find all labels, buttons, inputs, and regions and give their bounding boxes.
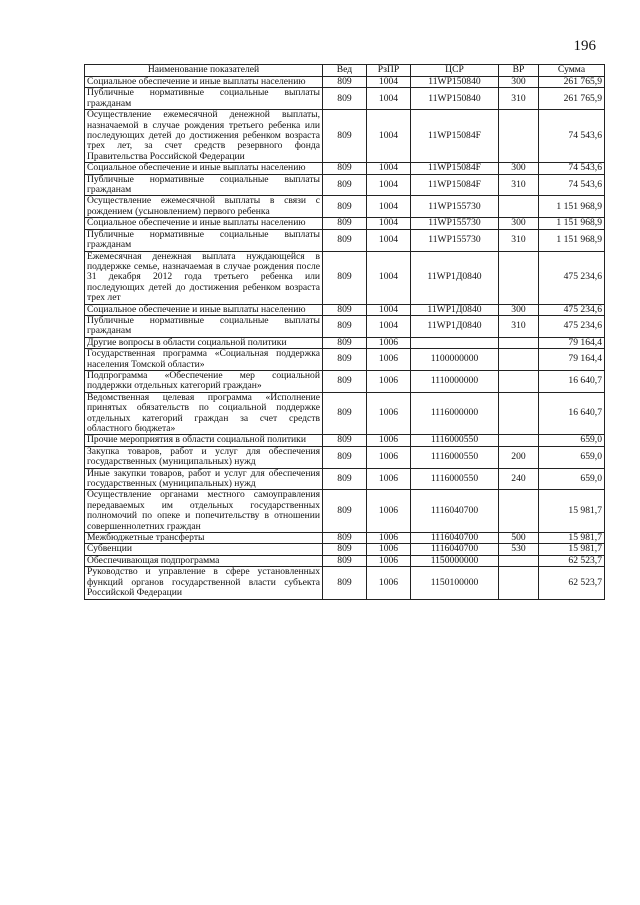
row-name-cell: Социальное обеспечение и иные выплаты населению — [85, 218, 323, 229]
column-header-sum: Сумма — [539, 65, 605, 77]
row-ved-cell: 809 — [323, 446, 367, 468]
row-csr-cell: 11WP15084F — [411, 174, 499, 196]
row-ved-cell: 809 — [323, 567, 367, 599]
row-csr-cell: 1150100000 — [411, 567, 499, 599]
table-row — [85, 88, 605, 110]
row-vr-cell — [499, 555, 539, 566]
table-row — [85, 555, 605, 566]
row-ved-cell: 809 — [323, 392, 367, 435]
row-name-cell: Государственная программа «Социальная поддержка населения Томской области» — [85, 349, 323, 371]
row-ved-cell: 809 — [323, 110, 367, 163]
row-ved-cell: 809 — [323, 490, 367, 533]
row-ved-cell: 809 — [323, 304, 367, 315]
row-csr-cell: 1116000550 — [411, 435, 499, 446]
row-vr-cell: 310 — [499, 88, 539, 110]
table-header-row — [85, 65, 605, 77]
row-name-cell: Ежемесячная денежная выплата нуждающейся в поддержке семье, назначаемая в случае рождения после 31 декабря 2012 года третьего ребенка или последующих детей до достижения ребенком возраста трех лет — [85, 251, 323, 304]
column-header-rzpr: РзПР — [367, 65, 411, 77]
column-header-ved: Вед — [323, 65, 367, 77]
row-rzpr-cell: 1006 — [367, 468, 411, 490]
row-ved-cell: 809 — [323, 349, 367, 371]
table-row — [85, 337, 605, 348]
row-sum-cell: 15 981,7 — [539, 533, 605, 544]
row-csr-cell: 1116000550 — [411, 446, 499, 468]
column-header-csr: ЦСР — [411, 65, 499, 77]
row-ved-cell: 809 — [323, 533, 367, 544]
table-row — [85, 251, 605, 304]
row-ved-cell: 809 — [323, 370, 367, 392]
row-csr-cell — [411, 337, 499, 348]
budget-table — [84, 64, 605, 600]
row-ved-cell: 809 — [323, 229, 367, 251]
row-ved-cell: 809 — [323, 315, 367, 337]
row-rzpr-cell: 1006 — [367, 490, 411, 533]
row-sum-cell: 74 543,6 — [539, 163, 605, 174]
row-vr-cell: 240 — [499, 468, 539, 490]
table-row — [85, 110, 605, 163]
row-name-cell: Осуществление ежемесячной выплаты в связи с рождением (усыновлением) первого ребенка — [85, 196, 323, 218]
row-csr-cell: 1110000000 — [411, 370, 499, 392]
row-rzpr-cell: 1006 — [367, 435, 411, 446]
row-vr-cell: 300 — [499, 163, 539, 174]
row-rzpr-cell: 1006 — [367, 544, 411, 555]
row-vr-cell — [499, 349, 539, 371]
column-header-name: Наименование показателей — [85, 65, 323, 77]
row-name-cell: Другие вопросы в области социальной политики — [85, 337, 323, 348]
row-sum-cell: 659,0 — [539, 446, 605, 468]
row-rzpr-cell: 1004 — [367, 88, 411, 110]
row-rzpr-cell: 1006 — [367, 567, 411, 599]
table-row — [85, 349, 605, 371]
row-ved-cell: 809 — [323, 544, 367, 555]
row-sum-cell: 1 151 968,9 — [539, 229, 605, 251]
row-csr-cell: 11WP1Д0840 — [411, 251, 499, 304]
row-vr-cell: 300 — [499, 218, 539, 229]
table-row — [85, 163, 605, 174]
row-name-cell: Осуществление органами местного самоуправления передаваемых им отдельных государственных полномочий по опеке и попечительству в отношении совершеннолетних граждан — [85, 490, 323, 533]
table-body — [85, 77, 605, 600]
column-header-vr: ВР — [499, 65, 539, 77]
row-ved-cell: 809 — [323, 88, 367, 110]
row-name-cell: Ведомственная целевая программа «Исполнение принятых обязательств по социальной поддержке отдельных категорий граждан за счет средств областного бюджета» — [85, 392, 323, 435]
table-row — [85, 315, 605, 337]
row-sum-cell: 659,0 — [539, 435, 605, 446]
row-vr-cell — [499, 110, 539, 163]
row-vr-cell: 530 — [499, 544, 539, 555]
row-name-cell: Иные закупки товаров, работ и услуг для обеспечения государственных (муниципальных) нужд — [85, 468, 323, 490]
row-name-cell: Подпрограмма «Обеспечение мер социальной поддержки отдельных категорий граждан» — [85, 370, 323, 392]
row-sum-cell: 659,0 — [539, 468, 605, 490]
row-rzpr-cell: 1004 — [367, 218, 411, 229]
row-sum-cell: 15 981,7 — [539, 490, 605, 533]
row-csr-cell: 1116040700 — [411, 544, 499, 555]
row-rzpr-cell: 1006 — [367, 337, 411, 348]
row-vr-cell: 310 — [499, 174, 539, 196]
row-vr-cell: 300 — [499, 77, 539, 88]
row-vr-cell: 300 — [499, 304, 539, 315]
row-csr-cell: 11WP155730 — [411, 218, 499, 229]
row-name-cell: Прочие мероприятия в области социальной политики — [85, 435, 323, 446]
table-row — [85, 174, 605, 196]
row-rzpr-cell: 1006 — [367, 392, 411, 435]
row-name-cell: Публичные нормативные социальные выплаты гражданам — [85, 88, 323, 110]
row-ved-cell: 809 — [323, 218, 367, 229]
row-name-cell: Социальное обеспечение и иные выплаты населению — [85, 304, 323, 315]
row-rzpr-cell: 1004 — [367, 110, 411, 163]
row-vr-cell — [499, 251, 539, 304]
table-row — [85, 544, 605, 555]
table-row — [85, 435, 605, 446]
row-ved-cell: 809 — [323, 337, 367, 348]
table-row — [85, 446, 605, 468]
row-rzpr-cell: 1006 — [367, 370, 411, 392]
row-name-cell: Социальное обеспечение и иные выплаты населению — [85, 163, 323, 174]
row-ved-cell: 809 — [323, 468, 367, 490]
row-vr-cell: 200 — [499, 446, 539, 468]
row-sum-cell: 74 543,6 — [539, 110, 605, 163]
row-vr-cell — [499, 490, 539, 533]
row-ved-cell: 809 — [323, 555, 367, 566]
row-rzpr-cell: 1006 — [367, 555, 411, 566]
row-csr-cell: 1116000000 — [411, 392, 499, 435]
row-csr-cell: 11WP15084F — [411, 163, 499, 174]
row-name-cell: Руководство и управление в сфере установленных функций органов государственной власти субъекта Российской Федерации — [85, 567, 323, 599]
row-name-cell: Социальное обеспечение и иные выплаты населению — [85, 77, 323, 88]
row-ved-cell: 809 — [323, 435, 367, 446]
row-rzpr-cell: 1004 — [367, 174, 411, 196]
row-csr-cell: 11WP155730 — [411, 196, 499, 218]
row-vr-cell — [499, 435, 539, 446]
row-name-cell: Публичные нормативные социальные выплаты гражданам — [85, 315, 323, 337]
row-vr-cell — [499, 196, 539, 218]
row-vr-cell — [499, 567, 539, 599]
row-sum-cell: 261 765,9 — [539, 88, 605, 110]
table-row — [85, 468, 605, 490]
row-sum-cell: 79 164,4 — [539, 337, 605, 348]
row-vr-cell — [499, 337, 539, 348]
row-sum-cell: 475 234,6 — [539, 304, 605, 315]
row-sum-cell: 261 765,9 — [539, 77, 605, 88]
row-name-cell: Межбюджетные трансферты — [85, 533, 323, 544]
row-sum-cell: 16 640,7 — [539, 392, 605, 435]
table-row — [85, 490, 605, 533]
row-sum-cell: 62 523,7 — [539, 555, 605, 566]
row-rzpr-cell: 1004 — [367, 315, 411, 337]
row-csr-cell: 11WP1Д0840 — [411, 315, 499, 337]
row-ved-cell: 809 — [323, 251, 367, 304]
row-ved-cell: 809 — [323, 77, 367, 88]
row-csr-cell: 11WP15084F — [411, 110, 499, 163]
row-csr-cell: 11WP150840 — [411, 77, 499, 88]
row-csr-cell: 11WP150840 — [411, 88, 499, 110]
row-csr-cell: 1100000000 — [411, 349, 499, 371]
row-csr-cell: 1116040700 — [411, 533, 499, 544]
row-ved-cell: 809 — [323, 163, 367, 174]
row-name-cell: Публичные нормативные социальные выплаты гражданам — [85, 229, 323, 251]
row-csr-cell: 11WP155730 — [411, 229, 499, 251]
row-vr-cell: 310 — [499, 229, 539, 251]
page-number: 196 — [573, 38, 596, 54]
row-sum-cell: 16 640,7 — [539, 370, 605, 392]
row-rzpr-cell: 1006 — [367, 446, 411, 468]
table-row — [85, 370, 605, 392]
table-row — [85, 533, 605, 544]
table-row — [85, 218, 605, 229]
row-rzpr-cell: 1004 — [367, 163, 411, 174]
row-csr-cell: 1116040700 — [411, 490, 499, 533]
row-rzpr-cell: 1004 — [367, 77, 411, 88]
row-vr-cell — [499, 392, 539, 435]
table-row — [85, 567, 605, 599]
row-ved-cell: 809 — [323, 174, 367, 196]
table-row — [85, 196, 605, 218]
row-rzpr-cell: 1006 — [367, 349, 411, 371]
row-sum-cell: 74 543,6 — [539, 174, 605, 196]
row-sum-cell: 15 981,7 — [539, 544, 605, 555]
row-vr-cell: 310 — [499, 315, 539, 337]
table-row — [85, 304, 605, 315]
row-name-cell: Публичные нормативные социальные выплаты гражданам — [85, 174, 323, 196]
table-row — [85, 229, 605, 251]
row-sum-cell: 1 151 968,9 — [539, 218, 605, 229]
row-vr-cell — [499, 370, 539, 392]
row-ved-cell: 809 — [323, 196, 367, 218]
row-name-cell: Субвенции — [85, 544, 323, 555]
row-rzpr-cell: 1004 — [367, 229, 411, 251]
row-sum-cell: 79 164,4 — [539, 349, 605, 371]
row-csr-cell: 1116000550 — [411, 468, 499, 490]
row-sum-cell: 475 234,6 — [539, 251, 605, 304]
row-rzpr-cell: 1006 — [367, 533, 411, 544]
row-name-cell: Обеспечивающая подпрограмма — [85, 555, 323, 566]
row-rzpr-cell: 1004 — [367, 196, 411, 218]
row-csr-cell: 11WP1Д0840 — [411, 304, 499, 315]
row-name-cell: Закупка товаров, работ и услуг для обеспечения государственных (муниципальных) нужд — [85, 446, 323, 468]
table-row — [85, 392, 605, 435]
row-name-cell: Осуществление ежемесячной денежной выплаты, назначаемой в случае рождения третьего ребенка или последующих детей до достижения ребенком возраста трех лет, за счет средств резервного фонда Правительства Российской Федерации — [85, 110, 323, 163]
row-csr-cell: 1150000000 — [411, 555, 499, 566]
row-rzpr-cell: 1004 — [367, 304, 411, 315]
row-vr-cell: 500 — [499, 533, 539, 544]
row-sum-cell: 1 151 968,9 — [539, 196, 605, 218]
table-row — [85, 77, 605, 88]
row-rzpr-cell: 1004 — [367, 251, 411, 304]
row-sum-cell: 62 523,7 — [539, 567, 605, 599]
row-sum-cell: 475 234,6 — [539, 315, 605, 337]
